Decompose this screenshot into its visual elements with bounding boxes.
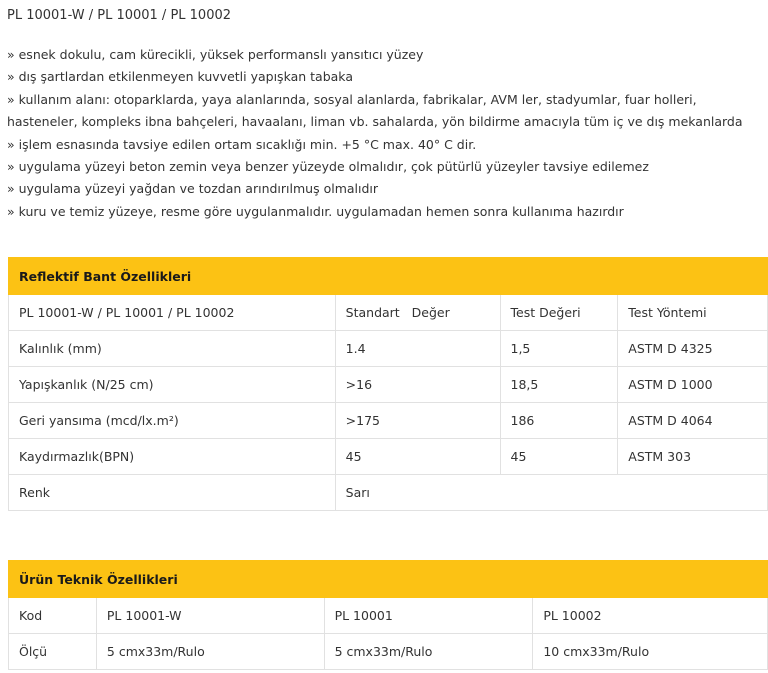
table-title-row bbox=[9, 258, 768, 295]
product-codes-heading: PL 10001-W / PL 10001 / PL 10002 bbox=[7, 8, 232, 23]
table-cell: Ölçü bbox=[9, 634, 97, 670]
table-cell: PL 10001-W bbox=[96, 598, 324, 634]
table-cell: 1.4 bbox=[335, 331, 500, 367]
table-title-row bbox=[9, 561, 768, 598]
table-cell: 45 bbox=[500, 439, 618, 475]
table-cell: ASTM 303 bbox=[618, 439, 768, 475]
feature-item: » kuru ve temiz yüzeye, resme göre uygulanmalıdır. uygulamadan hemen sonra kullanıma hazırdır bbox=[7, 203, 624, 219]
table-cell: PL 10002 bbox=[533, 598, 768, 634]
feature-item: » uygulama yüzeyi beton zemin veya benzer yüzeyde olmalıdır, çok pütürlü yüzeyler tavsiye edilemez bbox=[7, 159, 649, 175]
column-header: PL 10001-W / PL 10001 / PL 10002 bbox=[9, 295, 336, 331]
table-cell: >16 bbox=[335, 367, 500, 403]
table-cell: ASTM D 1000 bbox=[618, 367, 768, 403]
table-cell: 5 cmx33m/Rulo bbox=[324, 634, 533, 670]
table-cell: 186 bbox=[500, 403, 618, 439]
table-title: Ürün Teknik Özellikleri bbox=[9, 561, 768, 598]
table-row bbox=[9, 634, 768, 670]
table-cell: Kod bbox=[9, 598, 97, 634]
table-row bbox=[9, 475, 768, 511]
table-row bbox=[9, 598, 768, 634]
table-row bbox=[9, 367, 768, 403]
table-header-row bbox=[9, 295, 768, 331]
table-cell: 18,5 bbox=[500, 367, 618, 403]
table-cell: Renk bbox=[9, 475, 336, 511]
table-cell: 1,5 bbox=[500, 331, 618, 367]
feature-item: » esnek dokulu, cam kürecikli, yüksek performanslı yansıtıcı yüzey bbox=[7, 47, 424, 62]
product-technical-specs-table bbox=[8, 560, 768, 670]
table-cell: PL 10001 bbox=[324, 598, 533, 634]
table-cell: Geri yansıma (mcd/lx.m²) bbox=[9, 403, 336, 439]
table-cell: ASTM D 4064 bbox=[618, 403, 768, 439]
table-cell: Kalınlık (mm) bbox=[9, 331, 336, 367]
table-cell: 5 cmx33m/Rulo bbox=[96, 634, 324, 670]
column-header: Test Değeri bbox=[500, 295, 618, 331]
reflective-tape-properties-table bbox=[8, 257, 768, 511]
table-cell: 45 bbox=[335, 439, 500, 475]
table-cell: 10 cmx33m/Rulo bbox=[533, 634, 768, 670]
feature-item: » uygulama yüzeyi yağdan ve tozdan arındırılmuş olmalıdır bbox=[7, 181, 379, 197]
table-title: Reflektif Bant Özellikleri bbox=[9, 258, 768, 295]
table-cell: >175 bbox=[335, 403, 500, 439]
table-row bbox=[9, 331, 768, 367]
feature-item: » işlem esnasında tavsiye edilen ortam sıcaklığı min. +5 °C max. 40° C dir. bbox=[7, 136, 477, 152]
column-header: Test Yöntemi bbox=[618, 295, 768, 331]
table-cell: Sarı bbox=[335, 475, 767, 511]
table-cell: ASTM D 4325 bbox=[618, 331, 768, 367]
table-row bbox=[9, 403, 768, 439]
column-header: Standart Değer bbox=[335, 295, 500, 331]
table-row bbox=[9, 439, 768, 475]
table-cell: Kaydırmazlık(BPN) bbox=[9, 439, 336, 475]
table-cell: Yapışkanlık (N/25 cm) bbox=[9, 367, 336, 403]
feature-list bbox=[7, 44, 765, 223]
feature-item: » kullanım alanı: otoparklarda, yaya alanlarında, sosyal alanlarda, fabrikalar, AVM ler, stadyumlar, fuar holleri, hasteneler, kompleks ibna bahçeleri, havaalanı, liman vb. sahalarda, yön bildirme amacıyla tüm iç ve dış mekanlarda bbox=[7, 91, 743, 130]
feature-item: » dış şartlardan etkilenmeyen kuvvetli yapışkan tabaka bbox=[7, 69, 353, 85]
